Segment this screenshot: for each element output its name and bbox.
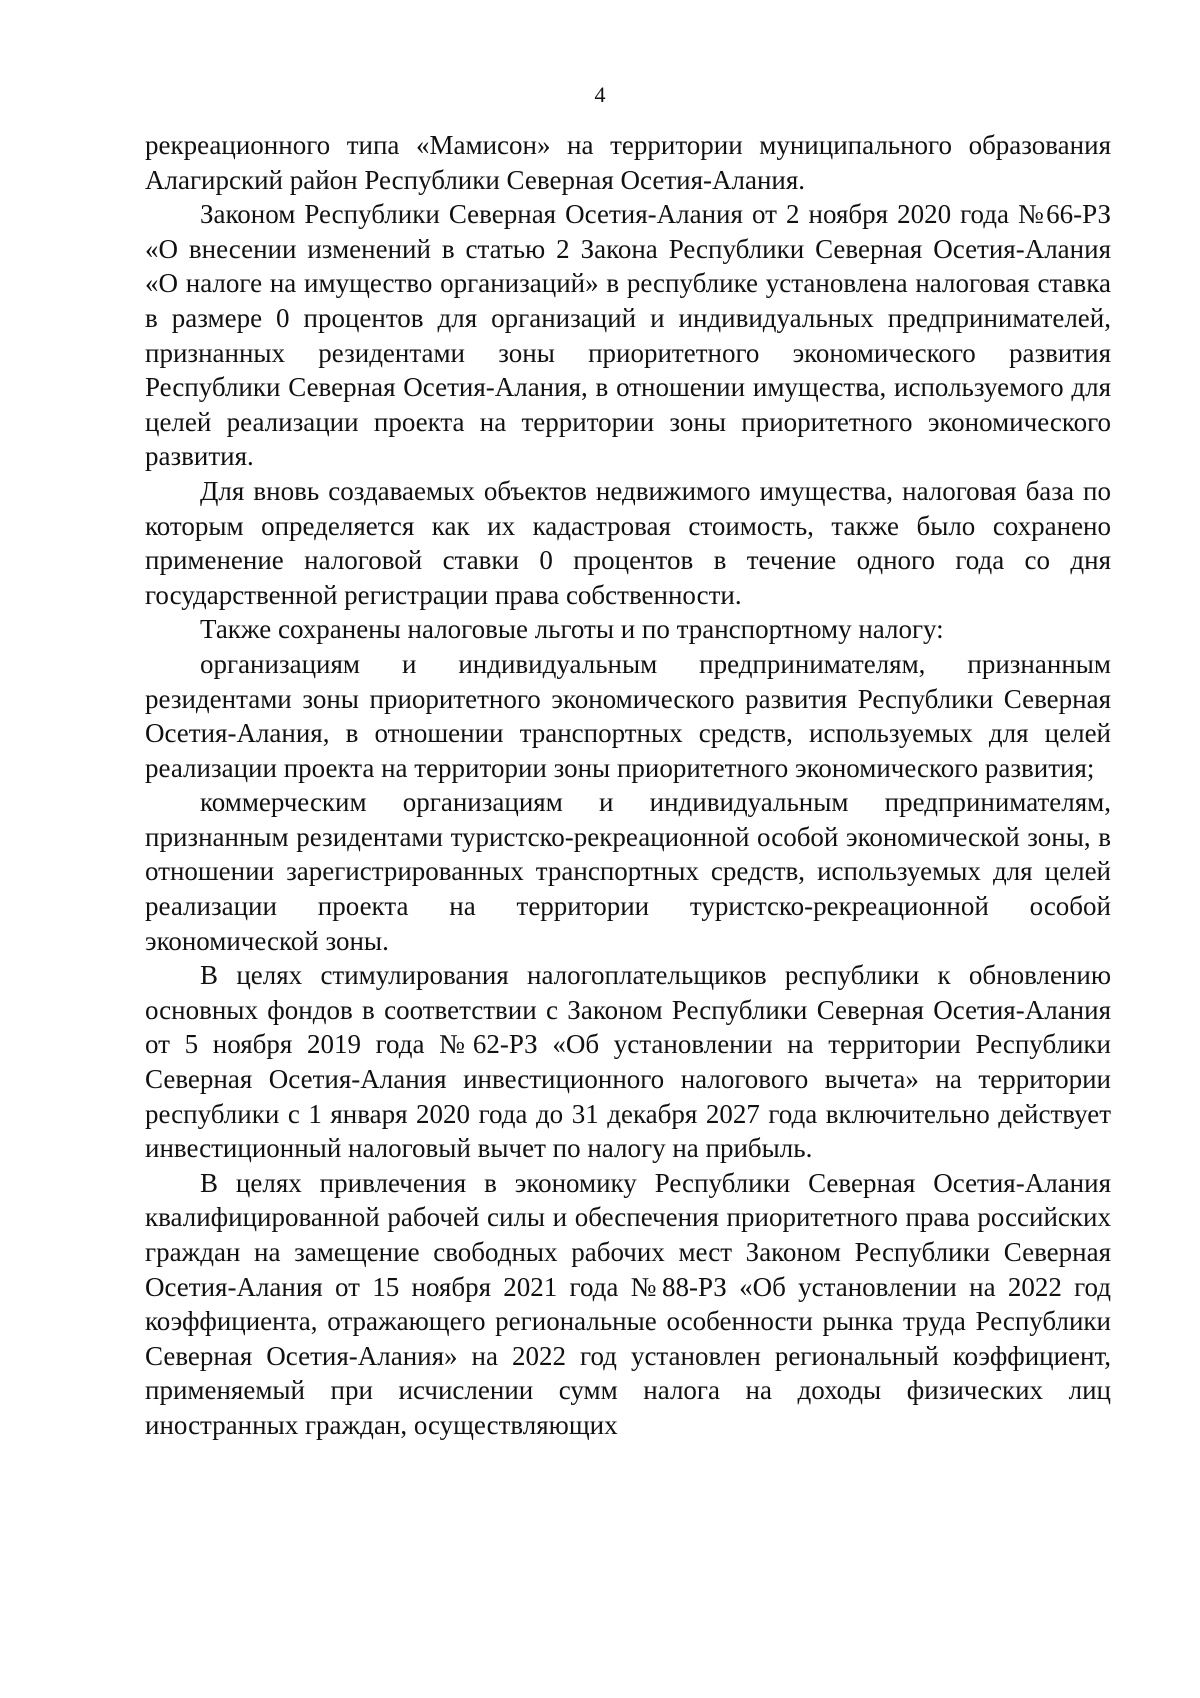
- paragraph-labor-coefficient: В целях привлечения в экономику Республики Северная Осетия-Алания квалифицированной рабочей силы и обеспечения приоритетного права российских граждан на замещение свободных рабочих мест Законом Республики Северная Осетия-Алания от 15 ноября 2021 года №88-РЗ «Об установлении на 2022 год коэффициента, отражающего региональные особенности рынка труда Республики Северная Осетия-Алания» на 2022 год установлен региональный коэффициент, применяемый при исчислении сумм налога на доходы физических лиц иностранных граждан, осуществляющих: [145, 1167, 1111, 1440]
- paragraph-new-real-estate: Для вновь создаваемых объектов недвижимого имущества, налоговая база по которым определяется как их кадастровая стоимость, также было сохранено применение налоговой ставки 0 процентов в течение одного года со дня государственной регистрации права собственности.: [145, 475, 1111, 610]
- paragraph-priority-zone-residents: организациям и индивидуальным предпринимателям, признанным резидентами зоны приоритетного экономического развития Республики Северная Осетия-Алания, в отношении транспортных средств, используемых для целей реализации проекта на территории зоны приоритетного экономического развития;: [145, 648, 1111, 783]
- document-body: [145, 128, 1111, 1443]
- paragraph-investment-deduction: В целях стимулирования налогоплательщиков республики к обновлению основных фондов в соответствии с Законом Республики Северная Осетия-Алания от 5 ноября 2019 года №62-РЗ «Об установлении на территории Республики Северная Осетия-Алания инвестиционного налогового вычета» на территории республики с 1 января 2020 года до 31 декабря 2027 года включительно действует инвестиционный налоговый вычет по налогу на прибыль.: [145, 960, 1111, 1164]
- paragraph-tourist-zone-residents: коммерческим организациям и индивидуальным предпринимателям, признанным резидентами туристско-рекреационной особой экономической зоны, в отношении зарегистрированных транспортных средств, используемых для целей реализации проекта на территории туристско-рекреационной особой экономической зоны.: [145, 787, 1111, 956]
- paragraph-property-tax: Законом Республики Северная Осетия-Алания от 2 ноября 2020 года №66-РЗ «О внесении изменений в статью 2 Закона Республики Северная Осетия-Алания «О налоге на имущество организаций» в республике установлена налоговая ставка в размере 0 процентов для организаций и индивидуальных предпринимателей, признанных резидентами зоны приоритетного экономического развития Республики Северная Осетия-Алания, в отношении имущества, используемого для целей реализации проекта на территории зоны приоритетного экономического развития.: [145, 199, 1111, 472]
- page-number: 4: [594, 82, 606, 107]
- paragraph-transport-tax-intro: Также сохранены налоговые льготы и по транспортному налогу:: [200, 614, 944, 645]
- paragraph-continuation: рекреационного типа «Мамисон» на территории муниципального образования Алагирский район Республики Северная Осетия-Алания.: [145, 130, 1111, 195]
